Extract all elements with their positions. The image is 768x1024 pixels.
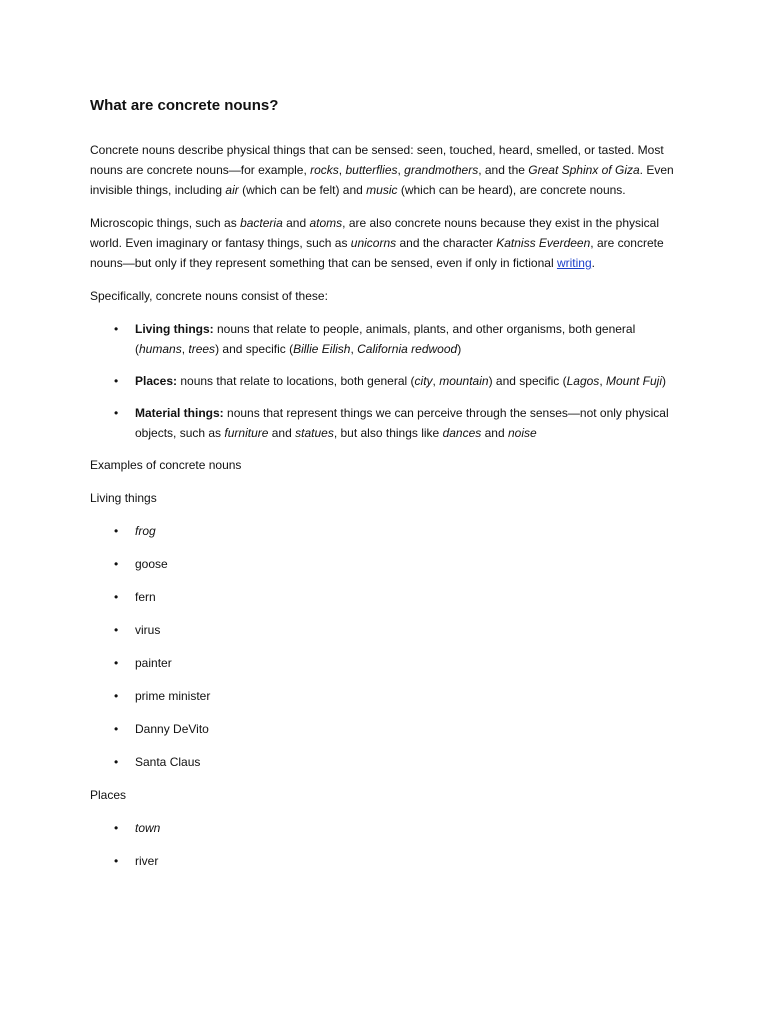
bullet-icon: • (114, 755, 119, 769)
bullet-icon: • (114, 322, 119, 336)
writing-link[interactable]: writing (556, 256, 592, 270)
bullet-icon: • (114, 689, 119, 703)
bullet-icon: • (114, 821, 119, 835)
list-item: • painter (90, 653, 688, 673)
bullet-icon: • (114, 557, 119, 571)
list-item: • river (90, 851, 688, 871)
paragraph-specifically: Specifically, concrete nouns consist of these: (90, 289, 328, 303)
paragraph-intro: Concrete nouns describe physical things that can be sensed: seen, touched, heard, smelled, or tasted. Most nouns are concrete nouns—for example, rocks, butterflies, grandmothers, and the Great Sphinx of Giza. Even invisible things, including air (which can be felt) and music (which can be heard), are concrete nouns. (90, 143, 674, 197)
list-item: • prime minister (90, 686, 688, 706)
list-item: • frog (90, 521, 688, 541)
places-heading: Places (90, 788, 127, 802)
bullet-icon: • (114, 623, 119, 637)
places-list (90, 818, 688, 871)
page-title: What are concrete nouns? (90, 97, 279, 114)
living-things-heading: Living things (90, 491, 157, 505)
bullet-icon: • (114, 722, 119, 736)
list-item-places: • Places: nouns that relate to locations, both general (city, mountain) and specific (Lagos, Mount Fuji) (90, 371, 688, 391)
list-item: • Santa Claus (90, 752, 688, 772)
list-item: • goose (90, 554, 688, 574)
bullet-icon: • (114, 406, 119, 420)
list-item-material-things: • Material things: nouns that represent things we can perceive through the senses—not only physical objects, such as furniture and statues, but also things like dances and noise (90, 403, 688, 443)
bullet-icon: • (114, 854, 119, 868)
paragraph-microscopic: Microscopic things, such as bacteria and atoms, are also concrete nouns because they exist in the physical world. Even imaginary or fantasy things, such as unicorns and the character Katniss Everdeen, are concrete nouns—but only if they represent something that can be sensed, even if only in fictional writing. (90, 216, 664, 270)
category-list (90, 319, 688, 443)
bullet-icon: • (114, 524, 119, 538)
bullet-icon: • (114, 374, 119, 388)
examples-heading: Examples of concrete nouns (90, 458, 242, 472)
living-things-list (90, 521, 688, 772)
list-item: • town (90, 818, 688, 838)
list-item: • virus (90, 620, 688, 640)
list-item-living-things: • Living things: nouns that relate to people, animals, plants, and other organisms, both general (humans, trees) and specific (Billie Eilish, California redwood) (90, 319, 688, 359)
bullet-icon: • (114, 590, 119, 604)
bullet-icon: • (114, 656, 119, 670)
list-item: • Danny DeVito (90, 719, 688, 739)
list-item: • fern (90, 587, 688, 607)
